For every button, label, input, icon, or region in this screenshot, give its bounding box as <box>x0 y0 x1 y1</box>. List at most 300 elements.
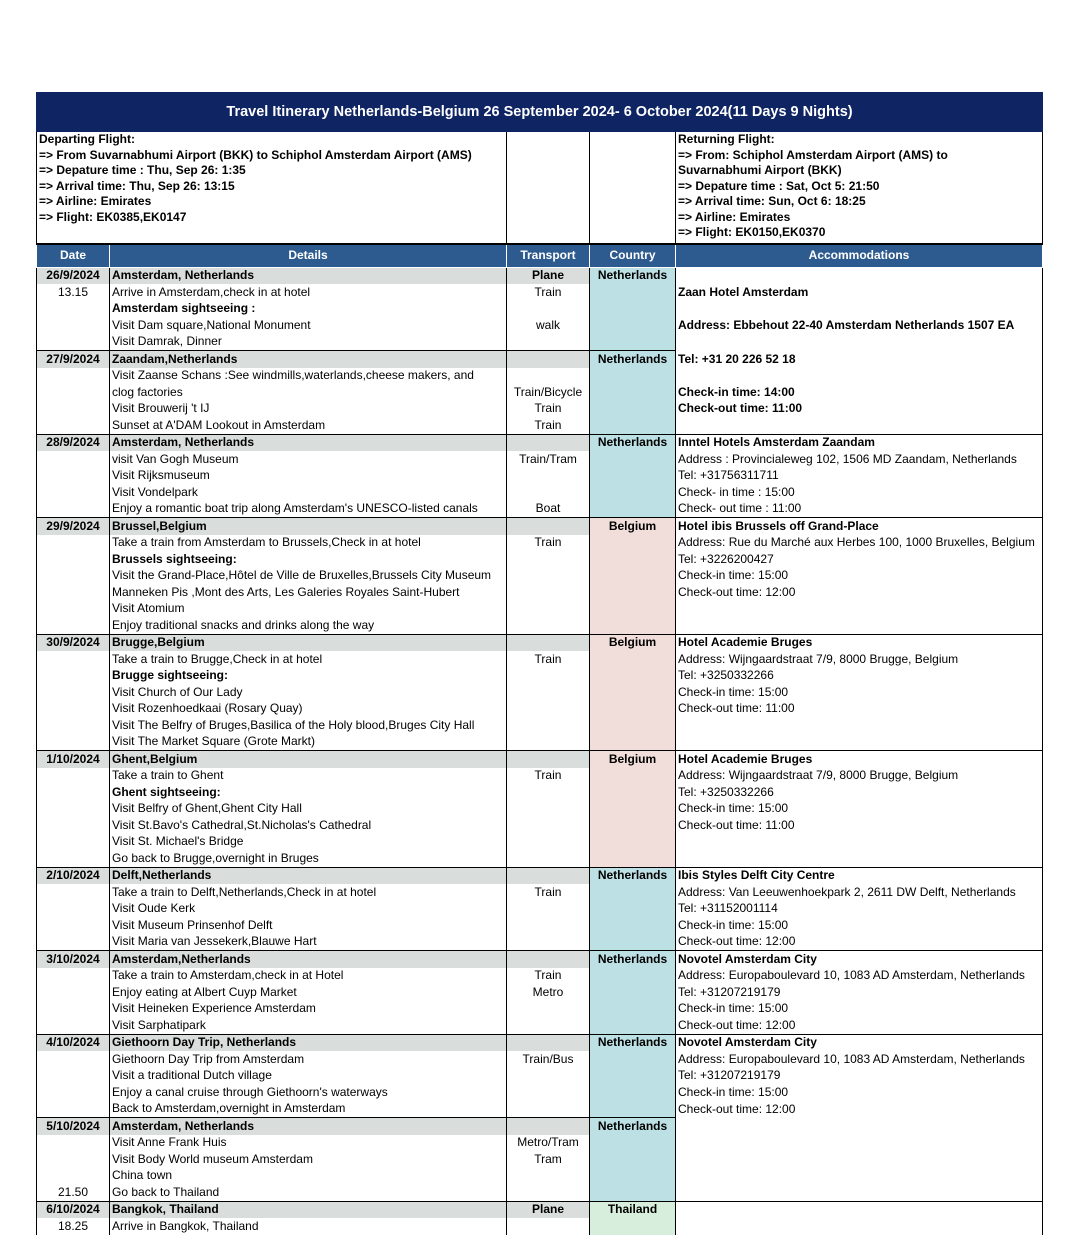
itinerary-row <box>37 1017 1043 1034</box>
details-cell: Visit Maria van Jessekerk,Blauwe Hart <box>110 934 507 951</box>
details-cell: Visit Rijksmuseum <box>110 468 507 485</box>
details-cell: Amsterdam, Netherlands <box>110 267 507 284</box>
transport-cell <box>507 867 590 884</box>
transport-cell <box>507 951 590 968</box>
country-cell: Thailand <box>590 1201 676 1218</box>
accommodation-cell: Tel: +31 20 226 52 18 <box>676 351 1043 368</box>
date-cell <box>37 568 110 585</box>
accommodation-cell: Check-out time: 11:00 <box>676 701 1043 718</box>
date-cell <box>37 551 110 568</box>
day-header-row <box>37 434 1043 451</box>
country-cell <box>590 334 676 351</box>
country-cell <box>590 651 676 668</box>
country-cell <box>590 684 676 701</box>
details-cell: Visit Anne Frank Huis <box>110 1135 507 1152</box>
accommodation-cell: Check- in time : 15:00 <box>676 484 1043 501</box>
accommodation-cell <box>676 734 1043 751</box>
transport-cell <box>507 1168 590 1185</box>
country-cell <box>590 1151 676 1168</box>
details-cell: Sunset at A'DAM Lookout in Amsterdam <box>110 417 507 434</box>
details-cell: Take a train to Ghent <box>110 768 507 785</box>
details-cell: Visit Museum Prinsenhof Delft <box>110 917 507 934</box>
day-header-row <box>37 1118 1043 1135</box>
accommodation-cell: Address: Wijngaardstraat 7/9, 8000 Brugge, Belgium <box>676 768 1043 785</box>
date-cell <box>37 1168 110 1185</box>
transport-cell <box>507 617 590 634</box>
accommodation-cell <box>676 267 1043 284</box>
departing-flight-info <box>37 132 507 244</box>
country-cell <box>590 917 676 934</box>
accommodation-cell: Hotel ibis Brussels off Grand-Place <box>676 518 1043 535</box>
page-title: Travel Itinerary Netherlands-Belgium 26 September 2024- 6 October 2024(11 Days 9 Nights) <box>37 93 1043 132</box>
date-cell: 28/9/2024 <box>37 434 110 451</box>
returning-flight-line: => Flight: EK0150,EK0370 <box>678 225 826 239</box>
itinerary-row <box>37 984 1043 1001</box>
country-cell <box>590 551 676 568</box>
day-header-row <box>37 1034 1043 1051</box>
transport-cell <box>507 434 590 451</box>
transport-cell: Train <box>507 284 590 301</box>
itinerary-row <box>37 484 1043 501</box>
date-cell <box>37 317 110 334</box>
itinerary-row <box>37 535 1043 552</box>
header-details: Details <box>110 244 507 268</box>
date-cell <box>37 817 110 834</box>
itinerary-row <box>37 817 1043 834</box>
day-header-row <box>37 267 1043 284</box>
date-cell <box>37 468 110 485</box>
country-cell <box>590 568 676 585</box>
date-cell <box>37 368 110 385</box>
date-cell <box>37 301 110 318</box>
itinerary-row <box>37 834 1043 851</box>
departing-flight-line: Departing Flight: <box>39 132 135 146</box>
transport-cell: Train <box>507 535 590 552</box>
transport-cell: Train <box>507 768 590 785</box>
transport-cell <box>507 850 590 867</box>
transport-cell <box>507 1068 590 1085</box>
date-cell <box>37 717 110 734</box>
details-cell: Visit St. Michael's Bridge <box>110 834 507 851</box>
details-cell: Arrive in Amsterdam,check in at hotel <box>110 284 507 301</box>
accommodation-cell: Address: Rue du Marché aux Herbes 100, 1000 Bruxelles, Belgium <box>676 535 1043 552</box>
accommodation-cell: Check-out time: 11:00 <box>676 817 1043 834</box>
transport-cell <box>507 334 590 351</box>
itinerary-row <box>37 568 1043 585</box>
transport-cell <box>507 1001 590 1018</box>
returning-flight-line: => Airline: Emirates <box>678 209 791 224</box>
details-cell: Brugge sightseeing: <box>110 668 507 685</box>
details-cell: Take a train to Brugge,Check in at hotel <box>110 651 507 668</box>
transport-cell <box>507 917 590 934</box>
details-cell: Enjoy a romantic boat trip along Amsterdam's UNESCO-listed canals <box>110 501 507 518</box>
date-cell <box>37 501 110 518</box>
country-cell <box>590 768 676 785</box>
accommodation-cell <box>676 617 1043 634</box>
itinerary-row <box>37 917 1043 934</box>
transport-cell: Train/Bus <box>507 1051 590 1068</box>
details-cell: Giethoorn Day Trip, Netherlands <box>110 1034 507 1051</box>
details-cell: Giethoorn Day Trip from Amsterdam <box>110 1051 507 1068</box>
country-cell <box>590 1084 676 1101</box>
accommodation-cell <box>676 334 1043 351</box>
date-cell <box>37 451 110 468</box>
accommodation-cell: Tel: +3250332266 <box>676 668 1043 685</box>
country-cell <box>590 617 676 634</box>
itinerary-row <box>37 401 1043 418</box>
details-cell: Visit Atomium <box>110 601 507 618</box>
itinerary-row <box>37 617 1043 634</box>
date-cell <box>37 334 110 351</box>
date-cell <box>37 1017 110 1034</box>
date-cell <box>37 651 110 668</box>
country-cell <box>590 734 676 751</box>
accommodation-cell: Check-in time: 15:00 <box>676 1084 1043 1101</box>
details-cell: Visit Heineken Experience Amsterdam <box>110 1001 507 1018</box>
country-cell <box>590 801 676 818</box>
departing-flight-line: => From Suvarnabhumi Airport (BKK) to Schiphol Amsterdam Airport (AMS) <box>39 147 472 162</box>
details-cell: Amsterdam, Netherlands <box>110 434 507 451</box>
departing-flight-line: => Flight: EK0385,EK0147 <box>39 209 187 224</box>
country-cell <box>590 301 676 318</box>
country-cell <box>590 484 676 501</box>
accommodation-cell: Hotel Academie Bruges <box>676 751 1043 768</box>
transport-cell <box>507 1184 590 1201</box>
itinerary-row <box>37 701 1043 718</box>
itinerary-row <box>37 1051 1043 1068</box>
country-cell <box>590 1168 676 1185</box>
transport-cell: Train <box>507 968 590 985</box>
date-cell <box>37 617 110 634</box>
accommodation-cell <box>676 1135 1043 1152</box>
transport-cell <box>507 934 590 951</box>
transport-cell <box>507 551 590 568</box>
transport-cell <box>507 468 590 485</box>
date-cell <box>37 968 110 985</box>
country-cell <box>590 1001 676 1018</box>
day-header-row <box>37 351 1043 368</box>
details-cell: Take a train to Amsterdam,check in at Hotel <box>110 968 507 985</box>
transport-cell <box>507 784 590 801</box>
date-cell <box>37 1151 110 1168</box>
date-cell: 26/9/2024 <box>37 267 110 284</box>
accommodation-cell <box>676 1218 1043 1235</box>
details-cell: Visit Rozenhoedkaai (Rosary Quay) <box>110 701 507 718</box>
itinerary-row <box>37 651 1043 668</box>
date-cell <box>37 417 110 434</box>
itinerary-row <box>37 451 1043 468</box>
itinerary-row <box>37 417 1043 434</box>
itinerary-row <box>37 317 1043 334</box>
itinerary-row <box>37 1001 1043 1018</box>
accommodation-cell: Check-out time: 12:00 <box>676 934 1043 951</box>
date-cell <box>37 984 110 1001</box>
itinerary-row <box>37 684 1043 701</box>
date-cell <box>37 768 110 785</box>
transport-cell <box>507 901 590 918</box>
country-cell: Netherlands <box>590 1034 676 1051</box>
country-cell: Netherlands <box>590 351 676 368</box>
accommodation-cell <box>676 850 1043 867</box>
country-cell: Netherlands <box>590 434 676 451</box>
day-header-row <box>37 867 1043 884</box>
details-cell: Visit Belfry of Ghent,Ghent City Hall <box>110 801 507 818</box>
itinerary-row <box>37 901 1043 918</box>
transport-cell <box>507 668 590 685</box>
itinerary-sheet <box>36 92 1042 1235</box>
transport-cell: Metro/Tram <box>507 1135 590 1152</box>
details-cell: Go back to Brugge,overnight in Bruges <box>110 850 507 867</box>
itinerary-row <box>37 1068 1043 1085</box>
country-cell <box>590 317 676 334</box>
accommodation-cell: Novotel Amsterdam City <box>676 1034 1043 1051</box>
country-cell <box>590 368 676 385</box>
date-cell <box>37 1135 110 1152</box>
country-cell <box>590 417 676 434</box>
accommodation-cell: Hotel Academie Bruges <box>676 634 1043 651</box>
itinerary-row <box>37 1151 1043 1168</box>
country-cell <box>590 934 676 951</box>
details-cell: Visit Damrak, Dinner <box>110 334 507 351</box>
details-cell: Back to Amsterdam,overnight in Amsterdam <box>110 1101 507 1118</box>
accommodation-cell <box>676 717 1043 734</box>
date-cell: 18.25 <box>37 1218 110 1235</box>
country-cell <box>590 668 676 685</box>
itinerary-row <box>37 668 1043 685</box>
accommodation-cell: Check-in time: 15:00 <box>676 568 1043 585</box>
transport-cell <box>507 817 590 834</box>
details-cell: Manneken Pis ,Mont des Arts, Les Galeries Royales Saint-Hubert <box>110 584 507 601</box>
details-cell: Brussel,Belgium <box>110 518 507 535</box>
accommodation-cell: Address : Provincialeweg 102, 1506 MD Zaandam, Netherlands <box>676 451 1043 468</box>
date-cell: 21.50 <box>37 1184 110 1201</box>
country-cell <box>590 584 676 601</box>
details-cell: Brussels sightseeing: <box>110 551 507 568</box>
details-cell: Visit St.Bavo's Cathedral,St.Nicholas's Cathedral <box>110 817 507 834</box>
itinerary-row <box>37 368 1043 385</box>
accommodation-cell: Tel: +31756311711 <box>676 468 1043 485</box>
details-cell: Visit Vondelpark <box>110 484 507 501</box>
details-cell: Bangkok, Thailand <box>110 1201 507 1218</box>
details-cell: Visit a traditional Dutch village <box>110 1068 507 1085</box>
details-cell: Arrive in Bangkok, Thailand <box>110 1218 507 1235</box>
date-cell: 2/10/2024 <box>37 867 110 884</box>
accommodation-cell: Address: Van Leeuwenhoekpark 2, 2611 DW Delft, Netherlands <box>676 884 1043 901</box>
transport-cell <box>507 1017 590 1034</box>
accommodation-cell: Check-out time: 11:00 <box>676 401 1043 418</box>
itinerary-row <box>37 584 1043 601</box>
date-cell <box>37 834 110 851</box>
details-cell: China town <box>110 1168 507 1185</box>
date-cell: 27/9/2024 <box>37 351 110 368</box>
itinerary-row <box>37 1168 1043 1185</box>
date-cell <box>37 1051 110 1068</box>
accommodation-cell: Tel: +31152001114 <box>676 901 1043 918</box>
day-header-row <box>37 951 1043 968</box>
transport-cell: Train <box>507 651 590 668</box>
departing-flight-line: => Arrival time: Thu, Sep 26: 13:15 <box>39 178 235 193</box>
transport-cell: Train/Bicycle <box>507 384 590 401</box>
details-cell: Zaandam,Netherlands <box>110 351 507 368</box>
itinerary-row <box>37 850 1043 867</box>
details-cell: Ghent sightseeing: <box>110 784 507 801</box>
itinerary-row <box>37 334 1043 351</box>
accommodation-cell: Zaan Hotel Amsterdam <box>676 284 1043 301</box>
country-cell: Belgium <box>590 518 676 535</box>
transport-cell: Boat <box>507 501 590 518</box>
itinerary-row <box>37 601 1043 618</box>
details-cell: Visit the Grand-Place,Hôtel de Ville de Bruxelles,Brussels City Museum <box>110 568 507 585</box>
itinerary-row <box>37 784 1043 801</box>
details-cell: Take a train from Amsterdam to Brussels,Check in at hotel <box>110 535 507 552</box>
date-cell <box>37 584 110 601</box>
itinerary-row <box>37 468 1043 485</box>
details-cell: Enjoy traditional snacks and drinks along the way <box>110 617 507 634</box>
country-cell <box>590 968 676 985</box>
country-cell <box>590 501 676 518</box>
transport-cell <box>507 368 590 385</box>
details-cell: Amsterdam, Netherlands <box>110 1118 507 1135</box>
accommodation-cell <box>676 1118 1043 1135</box>
transport-cell <box>507 1218 590 1235</box>
date-cell <box>37 1101 110 1118</box>
day-header-row <box>37 634 1043 651</box>
itinerary-row <box>37 1184 1043 1201</box>
date-cell <box>37 484 110 501</box>
country-cell <box>590 535 676 552</box>
accommodation-cell: Ibis Styles Delft City Centre <box>676 867 1043 884</box>
country-cell <box>590 601 676 618</box>
accommodation-cell <box>676 1184 1043 1201</box>
details-cell: Visit Zaanse Schans :See windmills,waterlands,cheese makers, and <box>110 368 507 385</box>
country-cell <box>590 1068 676 1085</box>
country-cell <box>590 817 676 834</box>
transport-cell: Metro <box>507 984 590 1001</box>
details-cell: Enjoy a canal cruise through Giethoorn's waterways <box>110 1084 507 1101</box>
itinerary-row <box>37 1135 1043 1152</box>
transport-cell <box>507 584 590 601</box>
itinerary-row <box>37 384 1043 401</box>
date-cell <box>37 1068 110 1085</box>
transport-cell: Plane <box>507 1201 590 1218</box>
accommodation-cell: Novotel Amsterdam City <box>676 951 1043 968</box>
date-cell <box>37 884 110 901</box>
date-cell: 5/10/2024 <box>37 1118 110 1135</box>
transport-cell <box>507 518 590 535</box>
itinerary-row <box>37 734 1043 751</box>
transport-cell <box>507 834 590 851</box>
accommodation-cell: Check-in time: 15:00 <box>676 1001 1043 1018</box>
transport-cell: Train <box>507 884 590 901</box>
transport-cell <box>507 568 590 585</box>
itinerary-row <box>37 768 1043 785</box>
date-cell <box>37 901 110 918</box>
accommodation-cell: Check-in time: 15:00 <box>676 684 1043 701</box>
country-cell <box>590 468 676 485</box>
accommodation-cell: Check-out time: 12:00 <box>676 584 1043 601</box>
transport-cell <box>507 801 590 818</box>
details-cell: Visit Sarphatipark <box>110 1017 507 1034</box>
itinerary-row <box>37 501 1043 518</box>
transport-cell <box>507 701 590 718</box>
itinerary-row <box>37 1084 1043 1101</box>
accommodation-cell: Tel: +3226200427 <box>676 551 1043 568</box>
transport-cell <box>507 717 590 734</box>
country-cell <box>590 850 676 867</box>
country-cell: Netherlands <box>590 1118 676 1135</box>
details-cell: Enjoy eating at Albert Cuyp Market <box>110 984 507 1001</box>
date-cell <box>37 601 110 618</box>
details-cell: Delft,Netherlands <box>110 867 507 884</box>
header-country: Country <box>590 244 676 268</box>
header-date: Date <box>37 244 110 268</box>
departing-flight-line: => Depature time : Thu, Sep 26: 1:35 <box>39 163 246 177</box>
itinerary-row <box>37 1101 1043 1118</box>
date-cell <box>37 917 110 934</box>
accommodation-cell: Tel: +31207219179 <box>676 1068 1043 1085</box>
date-cell <box>37 384 110 401</box>
details-cell: clog factories <box>110 384 507 401</box>
details-cell: Visit The Market Square (Grote Markt) <box>110 734 507 751</box>
transport-cell: Tram <box>507 1151 590 1168</box>
country-cell <box>590 1017 676 1034</box>
accommodation-cell: Check-in time: 15:00 <box>676 801 1043 818</box>
accommodation-cell <box>676 417 1043 434</box>
accommodation-cell: Check-in time: 14:00 <box>676 384 1043 401</box>
details-cell: Ghent,Belgium <box>110 751 507 768</box>
day-header-row <box>37 518 1043 535</box>
accommodation-cell: Address: Ebbehout 22-40 Amsterdam Netherlands 1507 EA <box>676 317 1043 334</box>
returning-flight-line: => Arrival time: Sun, Oct 6: 18:25 <box>678 194 866 208</box>
date-cell <box>37 850 110 867</box>
country-cell <box>590 1218 676 1235</box>
transport-cell <box>507 1034 590 1051</box>
accommodation-cell <box>676 1151 1043 1168</box>
transport-cell <box>507 1084 590 1101</box>
accommodation-cell: Address: Europaboulevard 10, 1083 AD Amsterdam, Netherlands <box>676 1051 1043 1068</box>
transport-cell <box>507 734 590 751</box>
transport-cell <box>507 751 590 768</box>
details-cell: Take a train to Delft,Netherlands,Check in at hotel <box>110 884 507 901</box>
accommodation-cell <box>676 301 1043 318</box>
itinerary-row <box>37 551 1043 568</box>
details-cell: Go back to Thailand <box>110 1184 507 1201</box>
date-cell: 3/10/2024 <box>37 951 110 968</box>
country-cell <box>590 401 676 418</box>
date-cell <box>37 1084 110 1101</box>
accommodation-cell: Inntel Hotels Amsterdam Zaandam <box>676 434 1043 451</box>
itinerary-row <box>37 717 1043 734</box>
country-cell <box>590 834 676 851</box>
details-cell: Amsterdam,Netherlands <box>110 951 507 968</box>
country-cell <box>590 451 676 468</box>
accommodation-cell: Check-out time: 12:00 <box>676 1017 1043 1034</box>
accommodation-cell: Check-out time: 12:00 <box>676 1101 1043 1118</box>
returning-flight-line: => From: Schiphol Amsterdam Airport (AMS) to <box>678 147 948 162</box>
header-accommodations: Accommodations <box>676 244 1043 268</box>
country-cell <box>590 984 676 1001</box>
itinerary-row <box>37 801 1043 818</box>
transport-cell <box>507 351 590 368</box>
details-cell: visit Van Gogh Museum <box>110 451 507 468</box>
date-cell: 6/10/2024 <box>37 1201 110 1218</box>
departing-flight-line: => Airline: Emirates <box>39 194 152 208</box>
transport-cell: Plane <box>507 267 590 284</box>
country-cell <box>590 784 676 801</box>
accommodation-cell: Tel: +3250332266 <box>676 784 1043 801</box>
country-cell <box>590 717 676 734</box>
transport-cell <box>507 1118 590 1135</box>
